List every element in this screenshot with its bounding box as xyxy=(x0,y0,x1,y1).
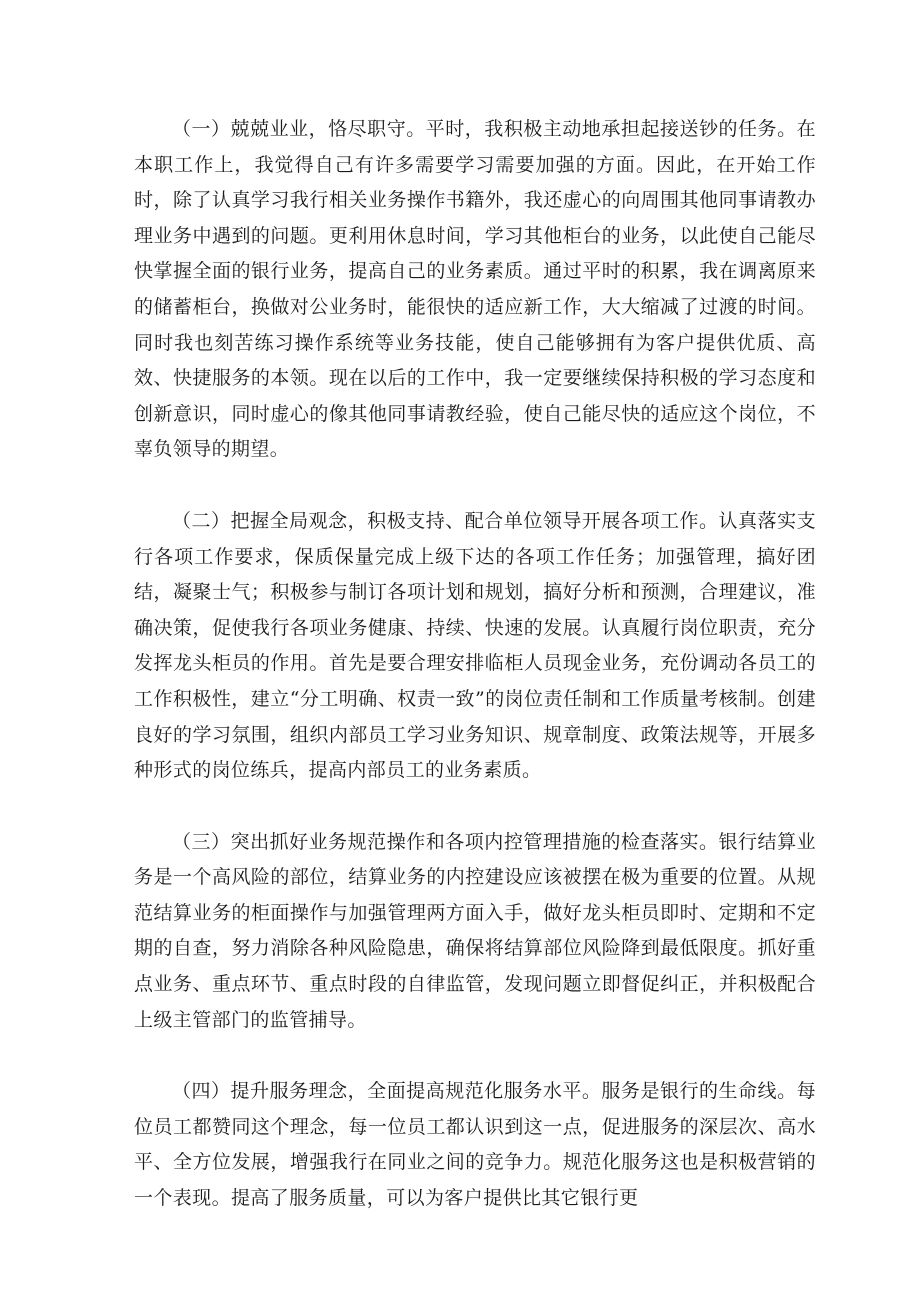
paragraph-2: （二）把握全局观念，积极支持、配合单位领导开展各项工作。认真落实支行各项工作要求，保质保量完成上级下达的各项工作任务；加强管理，搞好团结，凝聚士气；积极参与制订各项计划和规划，搞好分析和预测，合理建议，准确决策，促使我行各项业务健康、持续、快速的发展。认真履行岗位职责，充分发挥龙头柜员的作用。首先是要合理安排临柜人员现金业务，充份调动各员工的工作积极性，建立“分工明确、权责一致”的岗位责任制和工作质量考核制。创建良好的学习氛围，组织内部员工学习业务知识、规章制度、政策法规等，开展多种形式的岗位练兵，提高内部员工的业务素质。 xyxy=(134,509,816,782)
paragraph-4: （四）提升服务理念，全面提高规范化服务水平。服务是银行的生命线。每位员工都赞同这个理念，每一位员工都认识到这一点，促进服务的深层次、高水平、全方位发展，增强我行在同业之间的竞争力。规范化服务这也是积极营销的一个表现。提高了服务质量，可以为客户提供比其它银行更 xyxy=(134,1080,816,1210)
paragraph-3: （三）突出抓好业务规范操作和各项内控管理措施的检查落实。银行结算业务是一个高风险的部位，结算业务的内控建设应该被摆在极为重要的位置。从规范结算业务的柜面操作与加强管理两方面入手，做好龙头柜员即时、定期和不定期的自查，努力消除各种风险隐患，确保将结算部位风险降到最低限度。抓好重点业务、重点环节、重点时段的自律监管，发现问题立即督促纠正，并积极配合上级主管部门的监管捕导。 xyxy=(134,830,816,1031)
paragraph-1: （一）兢兢业业，恪尽职守。平时，我积极主动地承担起接送钞的任务。在本职工作上，我觉得自己有许多需要学习需要加强的方面。因此，在开始工作时，除了认真学习我行相关业务操作书籍外，我还虚心的向周围其他同事请教办理业务中遇到的问题。更利用休息时间，学习其他柜台的业务，以此使自己能尽快掌握全面的银行业务，提高自己的业务素质。通过平时的积累，我在调离原来的储蓄柜台，换做对公业务时，能很快的适应新工作，大大缩减了过渡的时间。同时我也刻苦练习操作系统等业务技能，使自己能够拥有为客户提供优质、高效、快捷服务的本领。现在以后的工作中，我一定要继续保持积极的学习态度和创新意识，同时虚心的像其他同事请教经验，使自己能尽快的适应这个岗位，不辜负领导的期望。 xyxy=(134,118,816,461)
